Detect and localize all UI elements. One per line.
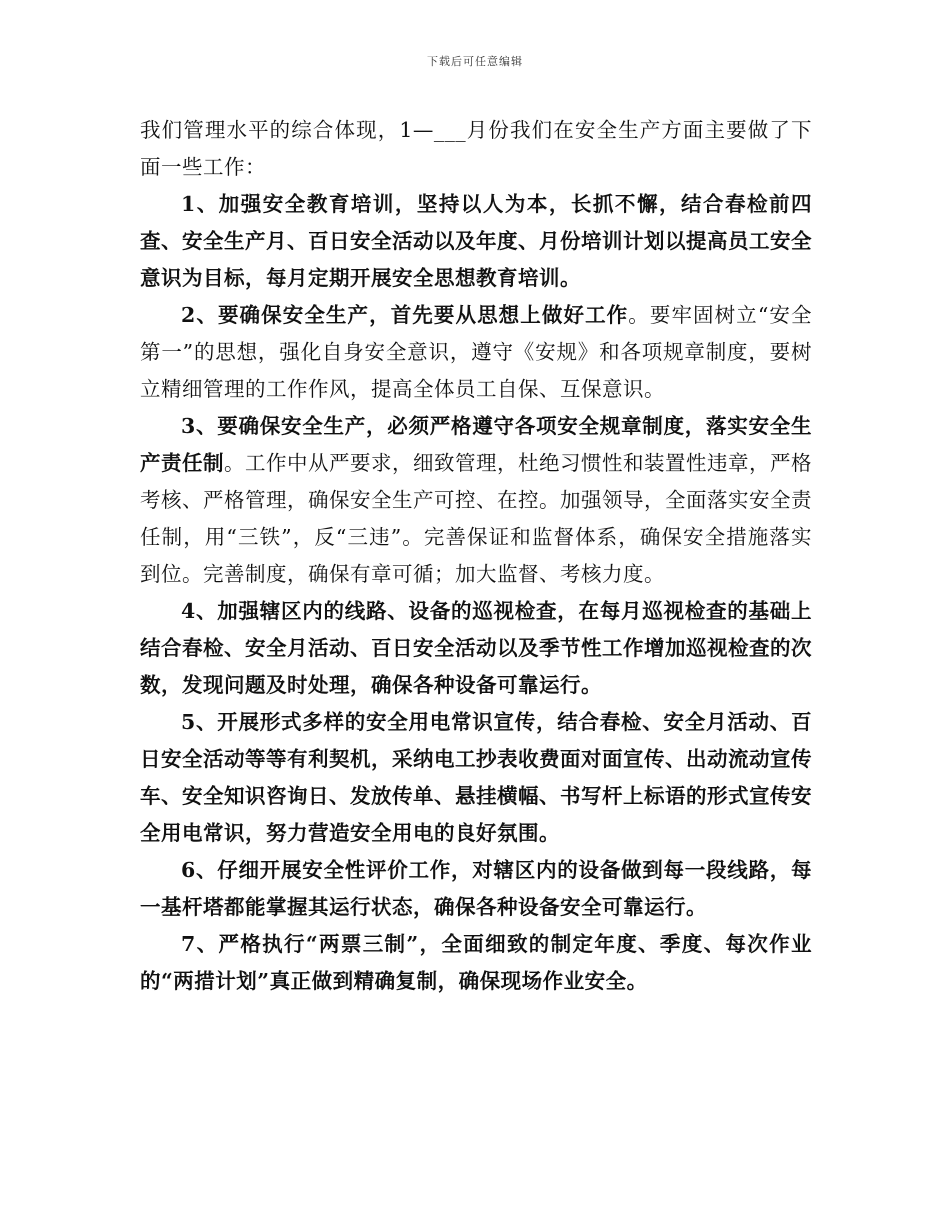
paragraph-intro-text: 我们管理水平的综合体现，1—___月份我们在安全生产方面主要做了下面一些工作： xyxy=(140,118,812,179)
paragraph-item-4 xyxy=(140,593,812,704)
paragraph-item-2-text: 。要牢固树立“安全第一”的思想，强化自身安全意识，遵守《安规》和各项规章制度，要树立精细管理的工作作风，提高全体员工自保、互保意识。 xyxy=(140,303,813,401)
paragraph-item-7-bold: 7、严格执行“两票三制”，全面细致的制定年度、季度、每次作业的“两措计划”真正做到精确复制，确保现场作业安全。 xyxy=(140,932,812,993)
paragraph-item-2-bold: 2、要确保安全生产，首先要从思想上做好工作 xyxy=(181,303,629,327)
paragraph-item-2 xyxy=(140,297,812,408)
paragraph-item-3-text: 。工作中从严要求，细致管理，杜绝习惯性和装置性违章，严格考核、严格管理，确保安全生产可控、在控。加强领导，全面落实安全责任制，用“三铁”，反“三违”。完善保证和监督体系，确保安全措施落实到位。完善制度，确保有章可循；加大监督、考核力度。 xyxy=(140,451,812,586)
paragraph-item-3 xyxy=(140,408,812,593)
paragraph-item-5-bold: 5、开展形式多样的安全用电常识宣传，结合春检、安全月活动、百日安全活动等等有利契机，采纳电工抄表收费面对面宣传、出动流动宣传车、安全知识咨询日、发放传单、悬挂横幅、书写杆上标语的形式宣传安全用电常识，努力营造安全用电的良好氛围。 xyxy=(140,710,812,845)
paragraph-intro xyxy=(140,112,812,186)
paragraph-item-1-bold: 1、加强安全教育培训，坚持以人为本，长抓不懈，结合春检前四查、安全生产月、百日安全活动以及年度、月份培训计划以提高员工安全意识为目标，每月定期开展安全思想教育培训。 xyxy=(140,192,812,290)
paragraph-item-3-bold: 3、要确保安全生产，必须严格遵守各项安全规章制度，落实安全生产责任制 xyxy=(140,414,812,475)
document-body xyxy=(140,112,812,1000)
page-header: 下载后可任意编辑 xyxy=(427,55,523,68)
paragraph-item-6-bold: 6、仔细开展安全性评价工作，对辖区内的设备做到每一段线路，每一基杆塔都能掌握其运行状态，确保各种设备安全可靠运行。 xyxy=(140,858,812,919)
paragraph-item-6 xyxy=(140,852,812,926)
paragraph-item-7 xyxy=(140,926,812,1000)
paragraph-item-1 xyxy=(140,186,812,297)
paragraph-item-4-bold: 4、加强辖区内的线路、设备的巡视检查，在每月巡视检查的基础上结合春检、安全月活动、百日安全活动以及季节性工作增加巡视检查的次数，发现问题及时处理，确保各种设备可靠运行。 xyxy=(140,599,812,697)
paragraph-item-5 xyxy=(140,704,812,852)
